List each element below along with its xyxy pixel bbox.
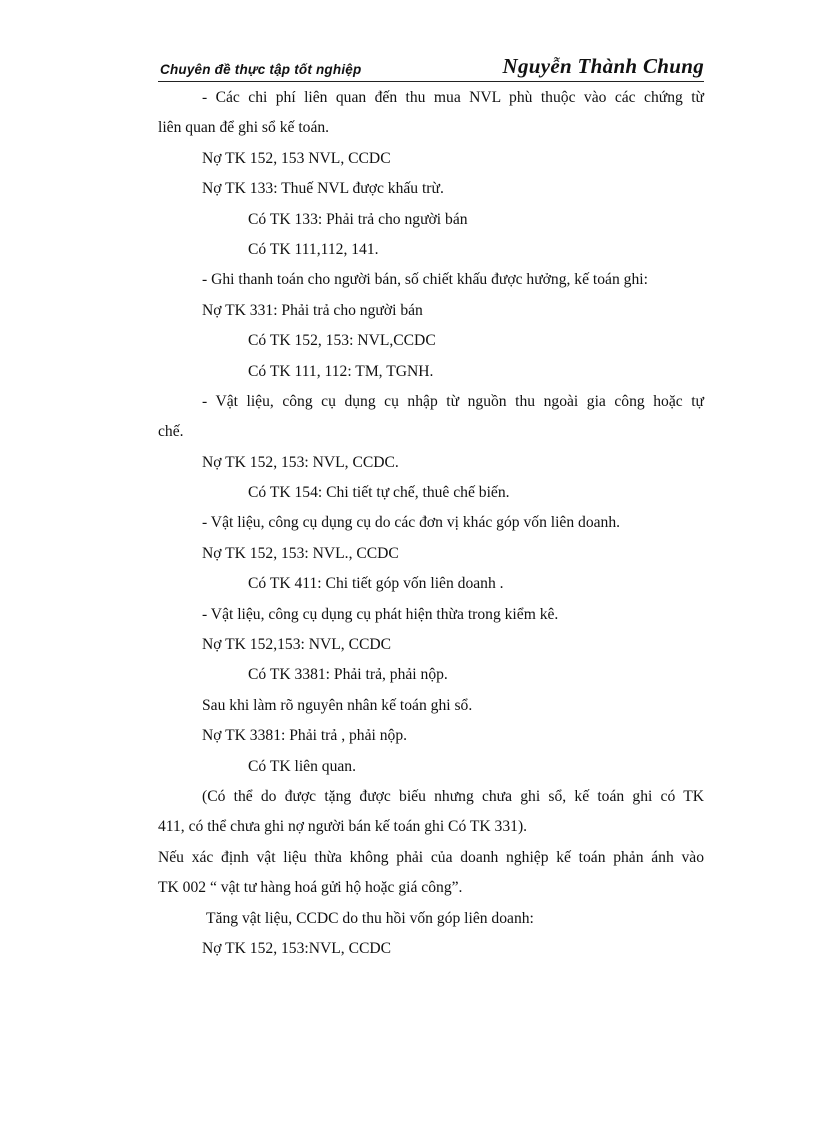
header-author-name: Nguyễn Thành Chung xyxy=(502,54,704,78)
debit-entry-line: Nợ TK 133: Thuế NVL được khấu trừ. xyxy=(202,180,444,198)
header-divider xyxy=(158,81,704,82)
credit-entry-line: Có TK 3381: Phải trả, phải nộp. xyxy=(248,666,448,684)
credit-entry-line: Có TK 411: Chi tiết góp vốn liên doanh . xyxy=(248,575,504,593)
paragraph-line: (Có thể do được tặng được biếu nhưng chưa ghi sổ, kế toán ghi có TK xyxy=(202,787,704,805)
header-document-title: Chuyên đề thực tập tốt nghiệp xyxy=(160,62,362,77)
paragraph-line: TK 002 “ vật tư hàng hoá gửi hộ hoặc giá công”. xyxy=(158,879,463,897)
credit-entry-line: Có TK 154: Chi tiết tự chế, thuê chế biến. xyxy=(248,484,510,502)
debit-entry-line: Nợ TK 152, 153:NVL, CCDC xyxy=(202,939,392,957)
debit-entry-line: Nợ TK 152, 153: NVL, CCDC. xyxy=(202,453,399,471)
paragraph-line: - Các chi phí liên quan đến thu mua NVL phù thuộc vào các chứng từ xyxy=(202,89,704,106)
page-header xyxy=(158,48,704,82)
paragraph-line: Tăng vật liệu, CCDC do thu hồi vốn góp liên doanh: xyxy=(206,909,534,927)
debit-entry-line: Nợ TK 331: Phải trả cho người bán xyxy=(202,301,423,319)
credit-entry-line: Có TK 111, 112: TM, TGNH. xyxy=(248,362,434,380)
document-body xyxy=(158,88,704,969)
credit-entry-line: Có TK liên quan. xyxy=(248,757,356,775)
debit-entry-line: Nợ TK 152, 153 NVL, CCDC xyxy=(202,149,391,167)
paragraph-line: Sau khi làm rõ nguyên nhân kế toán ghi sổ. xyxy=(202,696,473,714)
debit-entry-line: Nợ TK 3381: Phải trả , phải nộp. xyxy=(202,727,408,745)
paragraph-line: chế. xyxy=(158,423,184,441)
credit-entry-line: Có TK 152, 153: NVL,CCDC xyxy=(248,332,436,350)
paragraph-line: Nếu xác định vật liệu thừa không phải của doanh nghiệp kế toán phản ánh vào xyxy=(158,848,704,866)
credit-entry-line: Có TK 133: Phải trả cho người bán xyxy=(248,210,468,228)
paragraph-line: - Vật liệu, công cụ dụng cụ nhập từ nguồn thu ngoài gia công hoặc tự xyxy=(202,392,704,410)
debit-entry-line: Nợ TK 152, 153: NVL., CCDC xyxy=(202,544,399,562)
paragraph-line: 411, có thể chưa ghi nợ người bán kế toán ghi Có TK 331). xyxy=(158,818,528,836)
paragraph-line: - Vật liệu, công cụ dụng cụ phát hiện thừa trong kiểm kê. xyxy=(202,605,559,623)
debit-entry-line: Nợ TK 152,153: NVL, CCDC xyxy=(202,636,392,654)
credit-entry-line: Có TK 111,112, 141. xyxy=(248,240,379,258)
paragraph-line: - Vật liệu, công cụ dụng cụ do các đơn vị khác góp vốn liên doanh. xyxy=(202,514,621,532)
paragraph-line: liên quan để ghi sổ kế toán. xyxy=(158,119,330,137)
paragraph-line: - Ghi thanh toán cho người bán, số chiết khấu được hưởng, kế toán ghi: xyxy=(202,271,648,289)
